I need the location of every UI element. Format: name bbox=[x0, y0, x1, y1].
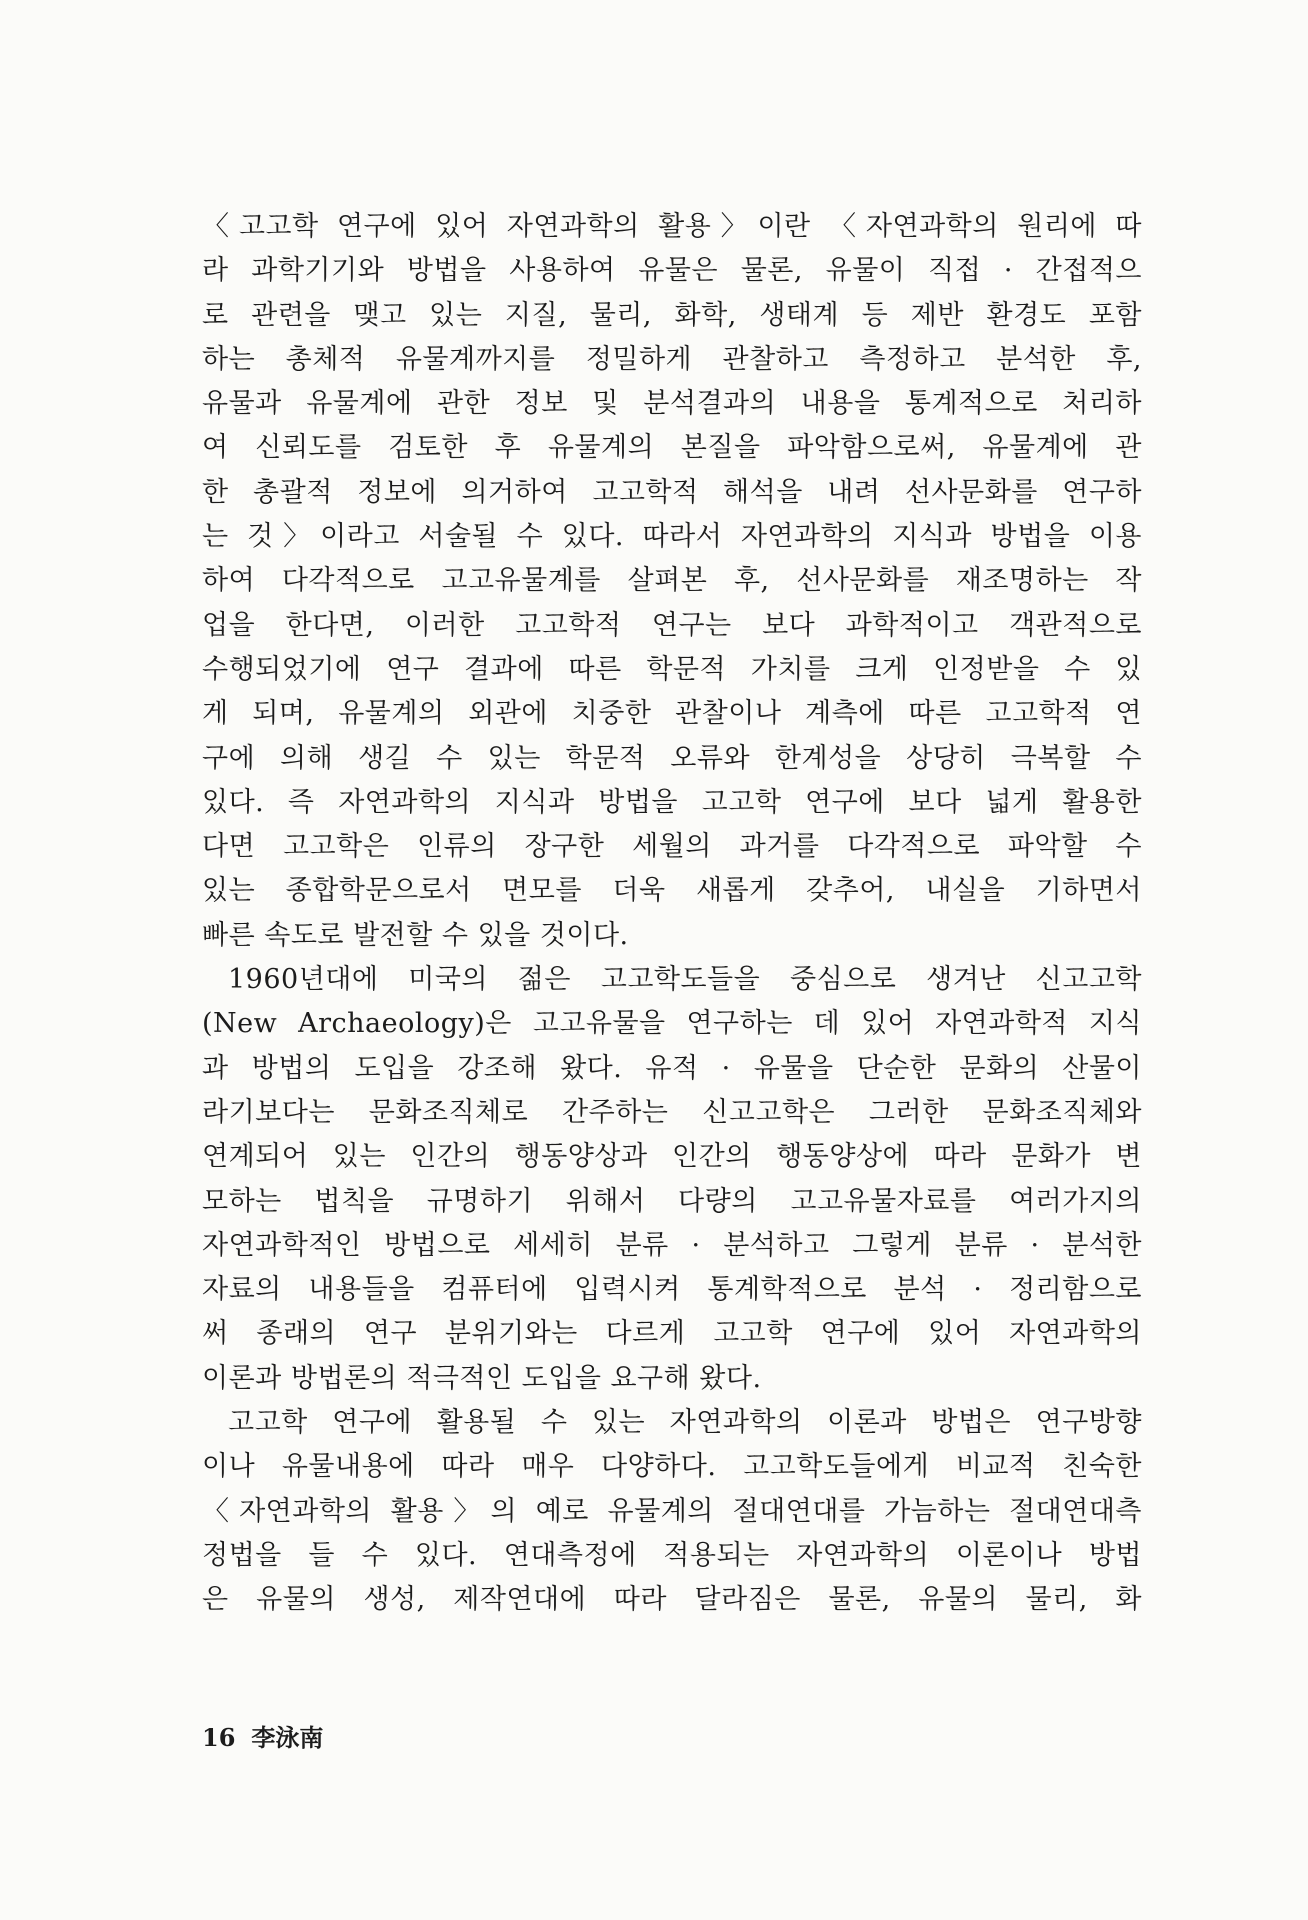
text-line: 유물과 유물계에 관한 정보 및 분석결과의 내용을 통계적으로 처리하 bbox=[202, 388, 1142, 420]
text-line: 한 총괄적 정보에 의거하여 고고학적 해석을 내려 선사문화를 연구하 bbox=[202, 476, 1142, 508]
text-line: 빠른 속도로 발전할 수 있을 것이다. bbox=[202, 919, 629, 951]
text-line: 〈고고학 연구에 있어 자연과학의 활용〉이란 〈자연과학의 원리에 따 bbox=[202, 211, 1142, 242]
author-name: 李泳南 bbox=[251, 1723, 324, 1752]
text-line: 1960년대에 미국의 젊은 고고학도들을 중심으로 생겨난 신고고학 bbox=[228, 964, 1142, 996]
text-line: (New Archaeology)은 고고유물을 연구하는 데 있어 자연과학적 지식 bbox=[202, 1008, 1142, 1040]
text-line: 라 과학기기와 방법을 사용하여 유물은 물론, 유물이 직접 · 간접적으 bbox=[202, 255, 1142, 287]
page-number: 16 bbox=[202, 1723, 236, 1752]
text-line: 구에 의해 생길 수 있는 학문적 오류와 한계성을 상당히 극복할 수 bbox=[202, 742, 1142, 774]
text-line: 로 관련을 맺고 있는 지질, 물리, 화학, 생태계 등 제반 환경도 포함 bbox=[202, 299, 1142, 331]
text-line: 수행되었기에 연구 결과에 따른 학문적 가치를 크게 인정받을 수 있 bbox=[202, 653, 1142, 685]
text-line: 이나 유물내용에 따라 매우 다양하다. 고고학도들에게 비교적 친숙한 bbox=[202, 1451, 1142, 1483]
text-line: 있다. 즉 자연과학의 지식과 방법을 고고학 연구에 보다 넓게 활용한 bbox=[202, 786, 1142, 818]
text-line: 하여 다각적으로 고고유물계를 살펴본 후, 선사문화를 재조명하는 작 bbox=[202, 565, 1142, 597]
text-line: 이론과 방법론의 적극적인 도입을 요구해 왔다. bbox=[202, 1362, 762, 1394]
text-line: 써 종래의 연구 분위기와는 다르게 고고학 연구에 있어 자연과학의 bbox=[202, 1318, 1142, 1350]
text-line: 다면 고고학은 인류의 장구한 세월의 과거를 다각적으로 파악할 수 bbox=[202, 831, 1142, 863]
text-line: 게 되며, 유물계의 외관에 치중한 관찰이나 계측에 따른 고고학적 연 bbox=[202, 698, 1142, 730]
text-line: 정법을 들 수 있다. 연대측정에 적용되는 자연과학의 이론이나 방법 bbox=[202, 1539, 1142, 1571]
text-line: 자료의 내용들을 컴퓨터에 입력시켜 통계학적으로 분석 · 정리함으로 bbox=[202, 1274, 1142, 1306]
text-line: 있는 종합학문으로서 면모를 더욱 새롭게 갖추어, 내실을 기하면서 bbox=[202, 875, 1142, 907]
body-text bbox=[202, 205, 1142, 1623]
text-line: 는 것〉이라고 서술될 수 있다. 따라서 자연과학의 지식과 방법을 이용 bbox=[202, 521, 1142, 553]
text-line: 하는 총체적 유물계까지를 정밀하게 관찰하고 측정하고 분석한 후, bbox=[202, 343, 1142, 375]
text-line: 은 유물의 생성, 제작연대에 따라 달라짐은 물론, 유물의 물리, 화 bbox=[202, 1584, 1142, 1616]
text-line: 업을 한다면, 이러한 고고학적 연구는 보다 과학적이고 객관적으로 bbox=[202, 609, 1142, 641]
text-line: 〈자연과학의 활용〉의 예로 유물계의 절대연대를 가늠하는 절대연대측 bbox=[202, 1495, 1142, 1527]
text-line: 고고학 연구에 활용될 수 있는 자연과학의 이론과 방법은 연구방향 bbox=[228, 1407, 1142, 1439]
text-line: 과 방법의 도입을 강조해 왔다. 유적 · 유물을 단순한 문화의 산물이 bbox=[202, 1052, 1142, 1084]
text-line: 연계되어 있는 인간의 행동양상과 인간의 행동양상에 따라 문화가 변 bbox=[202, 1141, 1142, 1173]
page-footer bbox=[202, 1718, 323, 1753]
text-line: 모하는 법칙을 규명하기 위해서 다량의 고고유물자료를 여러가지의 bbox=[202, 1185, 1142, 1217]
text-line: 자연과학적인 방법으로 세세히 분류 · 분석하고 그렇게 분류 · 분석한 bbox=[202, 1229, 1142, 1261]
text-line: 여 신뢰도를 검토한 후 유물계의 본질을 파악함으로써, 유물계에 관 bbox=[202, 432, 1142, 464]
text-line: 라기보다는 문화조직체로 간주하는 신고고학은 그러한 문화조직체와 bbox=[202, 1096, 1142, 1128]
